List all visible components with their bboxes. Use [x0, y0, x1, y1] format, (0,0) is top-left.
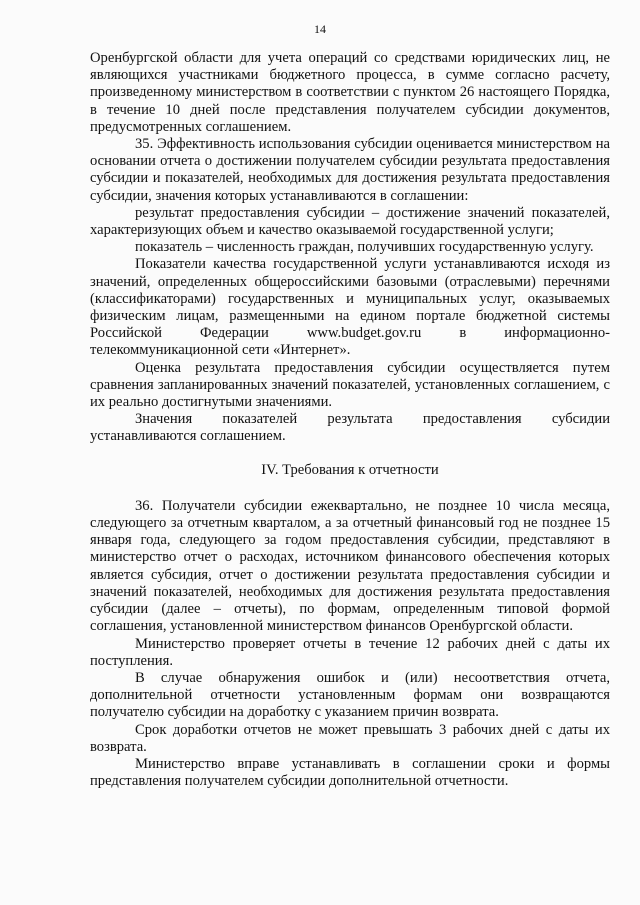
paragraph: Срок доработки отчетов не может превышать 3 рабочих дней с даты их возврата. [90, 721, 610, 755]
paragraph: 36. Получатели субсидии ежеквартально, не позднее 10 числа месяца, следующего за отчетным кварталом, а за отчетный финансовый год не позднее 15 января года, следующего за годом предоставления субсидии, представляют в министерство отчет о расходах, источником финансового обеспечения которых является субсидия, отчет о достижении результата предоставления субсидии и значений показателей, необходимых для достижения результата предоставления субсидии (далее – отчеты), по формам, определенным типовой формой соглашения, установленной министерством финансов Оренбургской области. [90, 497, 610, 635]
paragraph: Значения показателей результата предоставления субсидии устанавливаются соглашением. [90, 411, 610, 445]
paragraph: показатель – численность граждан, получивших государственную услугу. [135, 239, 594, 256]
paragraph: Оценка результата предоставления субсидии осуществляется путем сравнения запланированных значений показателей, установленных соглашением, с их реально достигнутыми значениями. [90, 359, 610, 411]
paragraph: В случае обнаружения ошибок и (или) несоответствия отчета, дополнительной отчетности установленным формам они возвращаются получателю субсидии на доработку с указанием причин возврата. [90, 669, 610, 721]
paragraph: Министерство проверяет отчеты в течение 12 рабочих дней с даты их поступления. [90, 635, 610, 669]
paragraph: Показатели качества государственной услуги устанавливаются исходя из значений, определенных общероссийскими базовыми (отраслевыми) перечнями (классификаторами) государственных и муниципальных услуг, оказываемых физическим лицам, размещенными на едином портале бюджетной системы Российской Федерации www.budget.gov.ru в информационно-телекоммуникационной сети «Интернет». [90, 256, 610, 359]
paragraph: Министерство вправе устанавливать в соглашении сроки и формы представления получателем субсидии дополнительной отчетности. [90, 755, 610, 790]
paragraph: Оренбургской области для учета операций со средствами юридических лиц, не являющихся участниками бюджетного процесса, в сумме согласно расчету, произведенному министерством в соответствии с пунктом 26 настоящего Порядка, в течение 10 дней после представления получателем субсидии документов, предусмотренных соглашением. [90, 50, 610, 135]
paragraph: 35. Эффективность использования субсидии оценивается министерством на основании отчета о достижении получателем субсидии результата предоставления субсидии и показателей, необходимых для достижения результата предоставления субсидии, значения которых устанавливаются в соглашении: [90, 136, 610, 204]
document-body [90, 50, 610, 790]
page-number: 14 [314, 22, 326, 36]
paragraph: результат предоставления субсидии – достижение значений показателей, характеризующих объем и качество оказываемой государственной услуги; [90, 204, 610, 239]
section-heading: IV. Требования к отчетности [261, 461, 439, 478]
